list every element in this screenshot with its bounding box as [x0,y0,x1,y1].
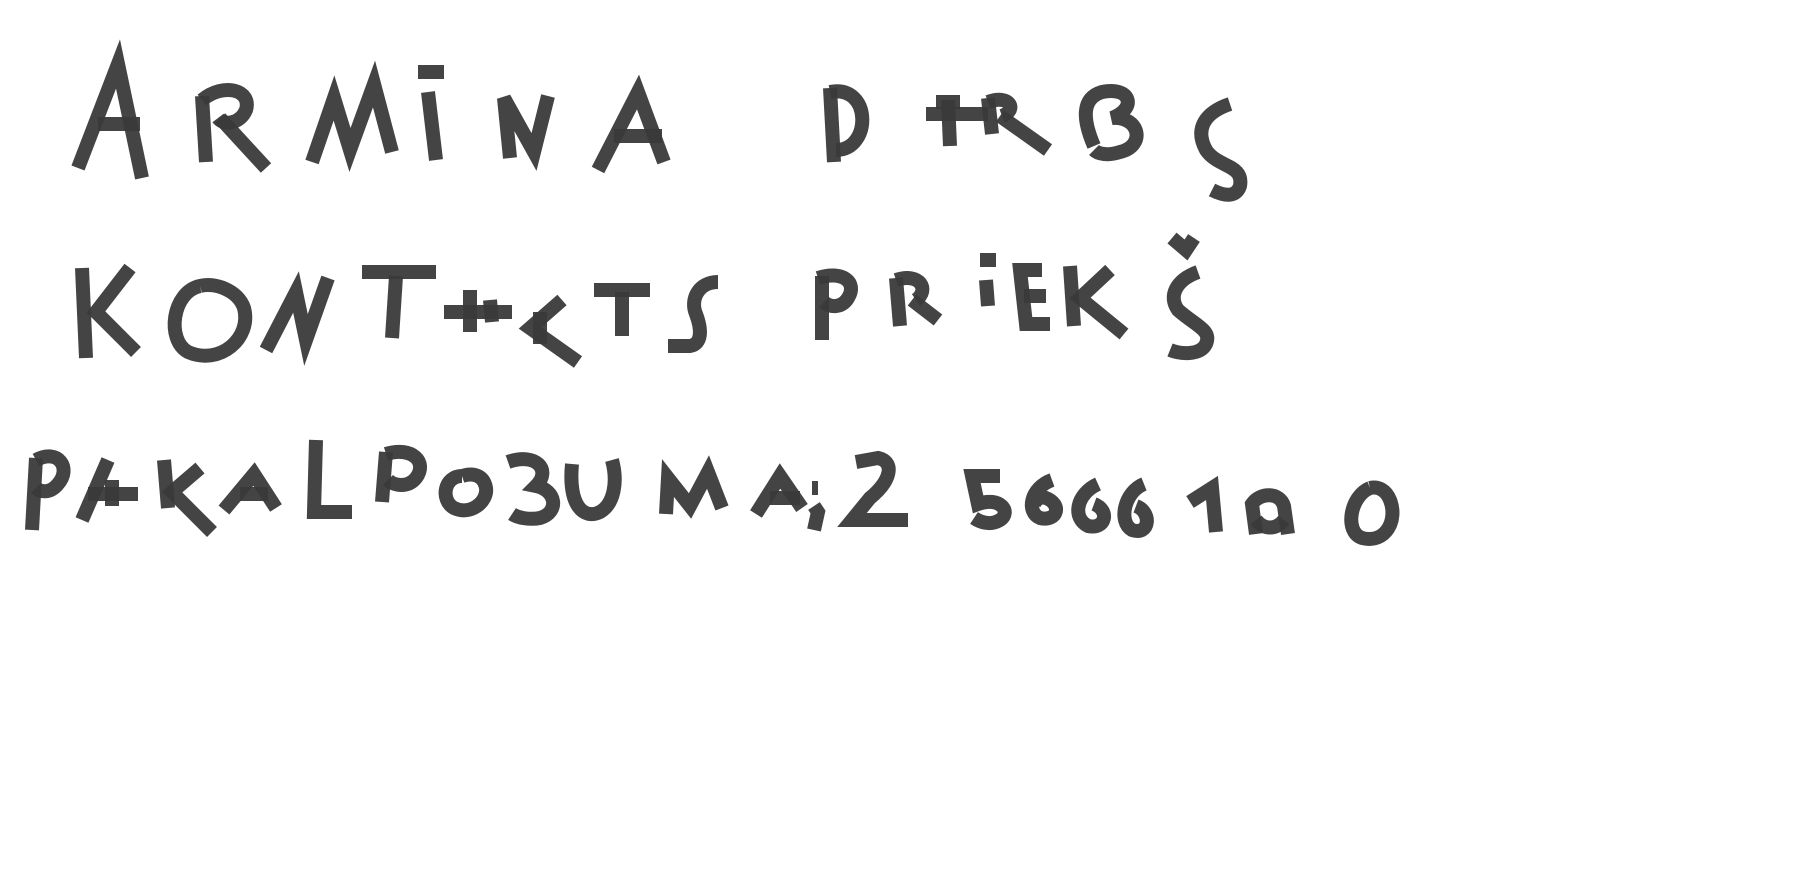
glyph-A-2 [598,92,664,170]
glyph-digit-0-1 [1252,495,1288,534]
glyph-digit-6-2 [1078,484,1104,527]
glyph-L-1 [314,440,352,512]
glyph-M-1 [312,84,392,162]
glyph-digit-6-3 [1124,484,1146,531]
glyph-I-1 [980,260,996,306]
glyph-O-2 [446,475,487,511]
glyph-E-1 [1020,270,1050,324]
glyph-O-1 [175,285,246,356]
glyph-colon [812,488,818,530]
glyph-K-1 [82,268,136,358]
glyph-S-2 [668,282,718,346]
glyph-U-1 [571,460,614,514]
glyph-A-1 [78,64,142,178]
glyph-M-2 [666,472,722,514]
glyph-P-2 [32,456,64,530]
glyph-B-1 [1086,91,1137,154]
glyph-A-3 [926,100,988,146]
glyph-digit-0-2 [1351,488,1392,539]
glyph-P-1 [818,275,851,340]
glyph-R-3 [896,278,938,326]
glyph-T-1 [362,272,436,338]
glyph-N-2 [266,278,328,350]
glyph-R-1 [202,90,266,168]
glyph-A-7 [756,476,802,514]
glyph-N-1 [504,96,548,158]
glyph-digit-2-1 [852,458,908,520]
glyph-digit-1-1 [1190,488,1216,532]
glyph-A-4 [444,290,512,332]
glyph-K-2 [530,300,578,362]
glyph-K-3 [1070,266,1124,334]
glyph-digit-5-1 [972,476,1005,523]
glyph-T-2 [594,290,650,336]
glyph-J-1 [508,459,553,519]
glyph-digit-6-1 [1032,480,1056,519]
glyph-D-1 [830,88,862,162]
glyph-S-1 [1201,104,1240,195]
handwriting-strokes [32,64,1392,539]
glyph-P-3 [382,452,420,502]
glyph-K-4 [164,460,212,532]
glyph-I-macron [418,72,444,160]
glyph-R-2 [988,98,1048,150]
glyph-A-6 [224,474,276,510]
glyph-S-caron [1170,238,1207,353]
glyph-A-5 [82,460,138,520]
